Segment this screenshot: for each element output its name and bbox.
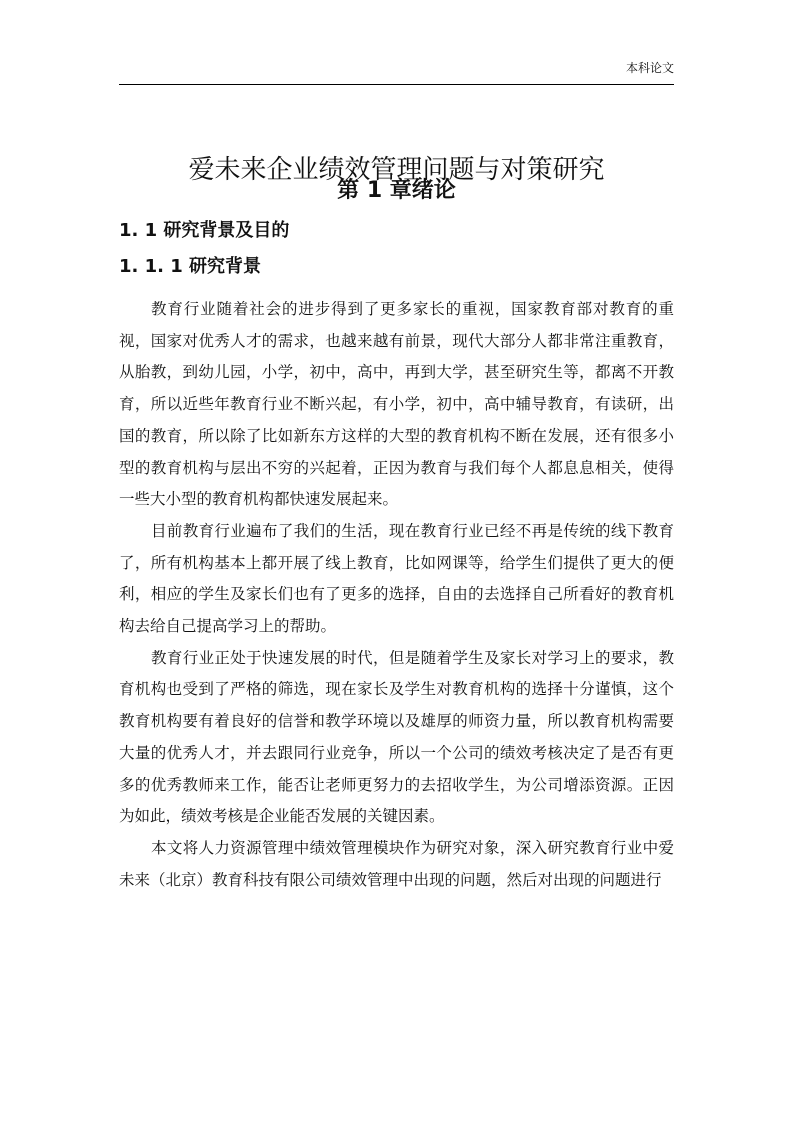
paper-title: 爱未来企业绩效管理问题与对策研究 [188, 155, 605, 186]
paragraph-1: 教育行业随着社会的进步得到了更多家长的重视，国家教育部对教育的重视，国家对优秀人才的需求，也越来越有前景，现代大部分人都非常注重教育，从胎教，到幼儿园，小学，初中，高中，再到大学，甚至研究生等，都离不开教育，所以近些年教育行业不断兴起，有小学，初中，高中辅导教育，有读研，出国的教育，所以除了比如新东方这样的大型的教育机构不断在发展，还有很多小型的教育机构与层出不穷的兴起着，正因为教育与我们每个人都息息相关，使得一些大小型的教育机构都快速发展起来。 [119, 300, 674, 509]
paragraph-3: 教育行业正处于快速发展的时代，但是随着学生及家长对学习上的要求，教育机构也受到了严格的筛选，现在家长及学生对教育机构的选择十分谨慎，这个教育机构要有着良好的信誉和教学环境以及雄厚的师资力量，所以教育机构需要大量的优秀人才，并去跟同行业竞争，所以一个公司的绩效考核决定了是否有更多的优秀教师来工作，能否让老师更努力的去招收学生，为公司增添资源。正因为如此，绩效考核是企业能否发展的关键因素。 [119, 648, 674, 826]
header-divider [119, 84, 674, 85]
subsection-heading: 1. 1. 1 研究背景 [119, 256, 262, 277]
paragraph-4: 本文将人力资源管理中绩效管理模块作为研究对象，深入研究教育行业中爱未来（北京）教育科技有限公司绩效管理中出现的问题，然后对出现的问题进行 [119, 838, 674, 889]
chapter-heading: 第 1 章绪论 [337, 178, 456, 203]
running-header: 本科论文 [625, 61, 674, 75]
body-text [119, 294, 674, 896]
paragraph-2: 目前教育行业遍布了我们的生活，现在教育行业已经不再是传统的线下教育了，所有机构基本上都开展了线上教育，比如网课等，给学生们提供了更大的便利，相应的学生及家长们也有了更多的选择，自由的去选择自己所看好的教育机构去给自己提高学习上的帮助。 [119, 521, 674, 636]
section-heading: 1. 1 研究背景及目的 [119, 220, 290, 241]
